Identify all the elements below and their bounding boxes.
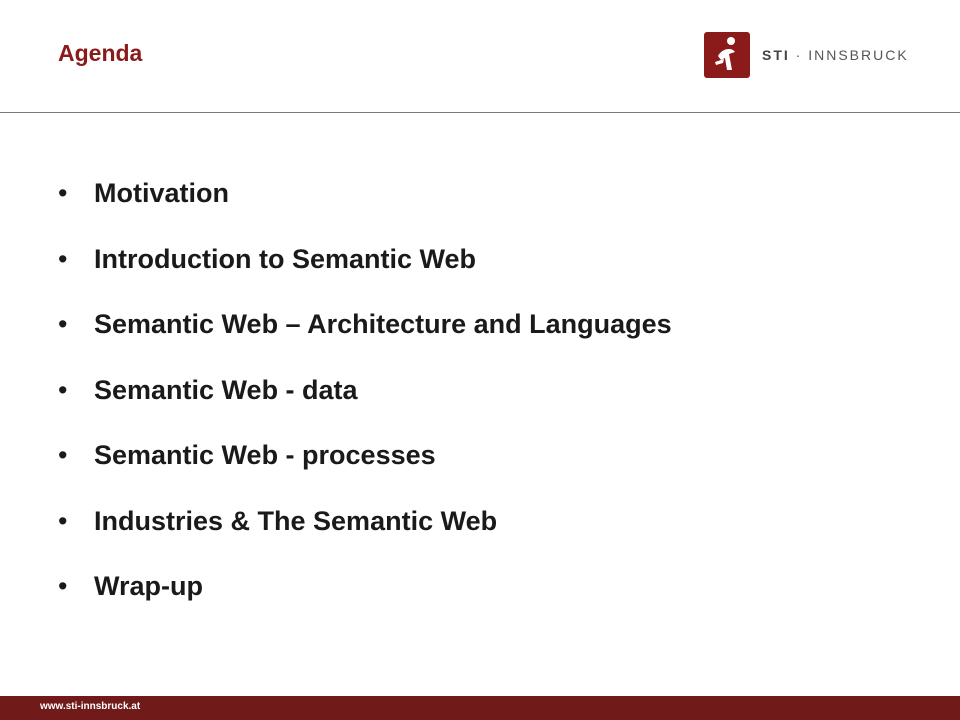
agenda-item-label: Industries & The Semantic Web [94,505,498,536]
agenda-item-label: Semantic Web – Architecture and Languages [94,309,672,339]
agenda-item-label: Motivation [94,178,229,208]
bullet: • [58,309,68,339]
slide-title: Agenda [58,40,143,66]
agenda-item-architecture [58,303,672,369]
bullet: • [58,243,68,274]
logo-text [762,47,909,63]
agenda-item-label: Semantic Web - processes [94,440,436,470]
bullet: • [58,178,68,208]
footer-bar [0,696,960,720]
agenda-item-wrap-up [58,565,672,631]
logo-name-bold: STI [762,47,790,63]
agenda-item-label: Semantic Web - data [94,374,358,405]
agenda-item-label: Wrap-up [94,571,203,601]
sti-logo-icon [704,32,750,78]
agenda-item-introduction [58,238,672,304]
bullet: • [58,374,68,405]
agenda-item-industries [58,500,672,566]
agenda-item-processes [58,434,672,500]
header-divider [0,112,960,113]
agenda-item-label: Introduction to Semantic Web [94,243,477,274]
agenda-item-data [58,369,672,435]
bullet: • [58,571,68,601]
agenda-list [58,172,672,631]
sti-innsbruck-logo [704,32,909,78]
footer-url[interactable]: www.sti-innsbruck.at [40,701,141,712]
bullet: • [58,505,68,536]
logo-name-rest: · INNSBRUCK [789,47,909,63]
agenda-item-motivation [58,172,672,238]
bullet: • [58,440,68,470]
